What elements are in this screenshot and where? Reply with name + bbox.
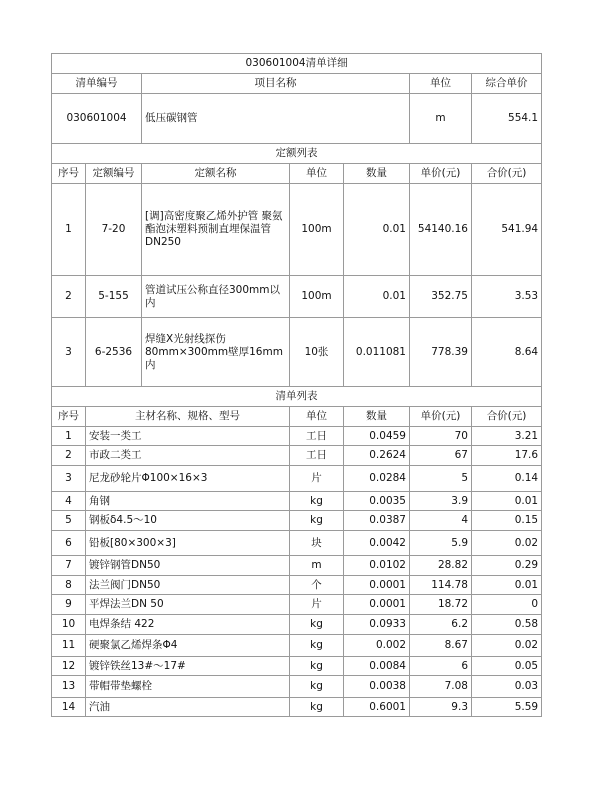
material-total: 0.02: [472, 531, 542, 556]
quota-seq-header: 序号: [52, 164, 86, 184]
material-qty: 0.0102: [344, 556, 410, 576]
material-seq: 4: [52, 492, 86, 511]
material-unit: kg: [290, 492, 344, 511]
quota-qty-header: 数量: [344, 164, 410, 184]
material-unit: 工日: [290, 427, 344, 446]
material-total: 0.01: [472, 492, 542, 511]
material-name: 镀锌铁丝13#～17#: [86, 657, 290, 676]
material-qty: 0.0035: [344, 492, 410, 511]
material-row: [52, 556, 542, 576]
material-qty: 0.2624: [344, 446, 410, 466]
material-name: 钢板δ4.5～10: [86, 511, 290, 531]
material-price: 6: [410, 657, 472, 676]
item-code: 030601004: [52, 94, 142, 144]
quota-qty: 0.01: [344, 276, 410, 318]
material-price: 4: [410, 511, 472, 531]
material-qty: 0.0042: [344, 531, 410, 556]
material-row: [52, 595, 542, 615]
material-seq: 11: [52, 635, 86, 657]
material-price: 3.9: [410, 492, 472, 511]
material-price: 114.78: [410, 576, 472, 595]
quota-seq: 2: [52, 276, 86, 318]
material-header-row: [52, 407, 542, 427]
material-name-header: 主材名称、规格、型号: [86, 407, 290, 427]
quota-total-header: 合价(元): [472, 164, 542, 184]
material-row: [52, 492, 542, 511]
quota-total: 3.53: [472, 276, 542, 318]
item-price: 554.1: [472, 94, 542, 144]
quota-section-row: [52, 144, 542, 164]
quota-seq: 1: [52, 184, 86, 276]
material-price: 70: [410, 427, 472, 446]
quota-code: 7-20: [86, 184, 142, 276]
material-unit: 块: [290, 531, 344, 556]
material-total: 0.02: [472, 635, 542, 657]
material-unit: 片: [290, 595, 344, 615]
material-qty: 0.0459: [344, 427, 410, 446]
material-seq: 10: [52, 615, 86, 635]
material-qty-header: 数量: [344, 407, 410, 427]
item-unit-header: 单位: [410, 74, 472, 94]
material-qty: 0.0084: [344, 657, 410, 676]
quota-name: [调]高密度聚乙烯外护管 聚氨酯泡沫塑料预制直埋保温管 DN250: [142, 184, 290, 276]
quota-price: 352.75: [410, 276, 472, 318]
material-unit: kg: [290, 676, 344, 698]
material-qty: 0.0001: [344, 595, 410, 615]
material-name: 市政二类工: [86, 446, 290, 466]
sheet-title: 030601004清单详细: [52, 54, 542, 74]
material-name: 硬聚氯乙烯焊条Φ4: [86, 635, 290, 657]
material-total: 0.15: [472, 511, 542, 531]
material-name: 平焊法兰DN 50: [86, 595, 290, 615]
material-qty: 0.0001: [344, 576, 410, 595]
quota-qty: 0.011081: [344, 318, 410, 387]
material-price: 28.82: [410, 556, 472, 576]
material-total: 0.14: [472, 466, 542, 492]
quota-code: 6-2536: [86, 318, 142, 387]
quota-total: 541.94: [472, 184, 542, 276]
material-unit: kg: [290, 635, 344, 657]
material-seq: 9: [52, 595, 86, 615]
material-seq-header: 序号: [52, 407, 86, 427]
quota-price: 54140.16: [410, 184, 472, 276]
material-qty: 0.002: [344, 635, 410, 657]
material-row: [52, 657, 542, 676]
material-total: 0.05: [472, 657, 542, 676]
material-name: 带帽带垫螺栓: [86, 676, 290, 698]
material-section-row: [52, 387, 542, 407]
material-name: 铅板[80×300×3]: [86, 531, 290, 556]
quota-header-row: [52, 164, 542, 184]
material-row: [52, 446, 542, 466]
material-row: [52, 635, 542, 657]
material-seq: 2: [52, 446, 86, 466]
material-total: 5.59: [472, 698, 542, 717]
material-total: 0.29: [472, 556, 542, 576]
quota-code: 5-155: [86, 276, 142, 318]
material-unit-header: 单位: [290, 407, 344, 427]
material-seq: 13: [52, 676, 86, 698]
item-unit: m: [410, 94, 472, 144]
material-row: [52, 511, 542, 531]
quota-total: 8.64: [472, 318, 542, 387]
quota-name: 管道试压公称直径300mm以内: [142, 276, 290, 318]
material-total: 0.01: [472, 576, 542, 595]
material-total: 3.21: [472, 427, 542, 446]
material-row: [52, 615, 542, 635]
quota-unit-header: 单位: [290, 164, 344, 184]
material-seq: 14: [52, 698, 86, 717]
material-row: [52, 676, 542, 698]
material-unit: 工日: [290, 446, 344, 466]
material-price: 9.3: [410, 698, 472, 717]
material-seq: 3: [52, 466, 86, 492]
material-price-header: 单价(元): [410, 407, 472, 427]
material-seq: 5: [52, 511, 86, 531]
material-total-header: 合价(元): [472, 407, 542, 427]
quota-price-header: 单价(元): [410, 164, 472, 184]
material-name: 电焊条结 422: [86, 615, 290, 635]
quota-qty: 0.01: [344, 184, 410, 276]
material-row: [52, 466, 542, 492]
material-qty: 0.0038: [344, 676, 410, 698]
material-name: 汽油: [86, 698, 290, 717]
item-price-header: 综合单价: [472, 74, 542, 94]
title-row: [52, 54, 542, 74]
material-total: 0.03: [472, 676, 542, 698]
material-name: 镀锌钢管DN50: [86, 556, 290, 576]
quota-price: 778.39: [410, 318, 472, 387]
material-total: 17.6: [472, 446, 542, 466]
material-qty: 0.0933: [344, 615, 410, 635]
material-price: 18.72: [410, 595, 472, 615]
material-seq: 1: [52, 427, 86, 446]
quota-seq: 3: [52, 318, 86, 387]
quota-unit: 10张: [290, 318, 344, 387]
material-price: 8.67: [410, 635, 472, 657]
quota-name: 焊缝X光射线探伤80mm×300mm壁厚16mm内: [142, 318, 290, 387]
material-row: [52, 576, 542, 595]
quota-row: [52, 318, 542, 387]
material-unit: kg: [290, 615, 344, 635]
quota-code-header: 定额编号: [86, 164, 142, 184]
quota-section-title: 定额列表: [52, 144, 542, 164]
material-seq: 8: [52, 576, 86, 595]
material-unit: m: [290, 556, 344, 576]
material-price: 6.2: [410, 615, 472, 635]
quota-row: [52, 276, 542, 318]
quota-unit: 100m: [290, 276, 344, 318]
detail-sheet: [51, 53, 541, 717]
material-seq: 12: [52, 657, 86, 676]
material-unit: 个: [290, 576, 344, 595]
material-name: 法兰阀门DN50: [86, 576, 290, 595]
detail-table: [51, 53, 542, 717]
material-name: 尼龙砂轮片Φ100×16×3: [86, 466, 290, 492]
material-unit: kg: [290, 698, 344, 717]
material-section-title: 清单列表: [52, 387, 542, 407]
material-price: 67: [410, 446, 472, 466]
material-qty: 0.0284: [344, 466, 410, 492]
item-name-header: 项目名称: [142, 74, 410, 94]
material-seq: 7: [52, 556, 86, 576]
item-row: [52, 94, 542, 144]
material-total: 0: [472, 595, 542, 615]
material-price: 5: [410, 466, 472, 492]
material-row: [52, 531, 542, 556]
material-row: [52, 698, 542, 717]
material-seq: 6: [52, 531, 86, 556]
item-header-row: [52, 74, 542, 94]
material-total: 0.58: [472, 615, 542, 635]
item-code-header: 清单编号: [52, 74, 142, 94]
quota-unit: 100m: [290, 184, 344, 276]
material-row: [52, 427, 542, 446]
material-list: [52, 427, 542, 717]
material-unit: 片: [290, 466, 344, 492]
material-qty: 0.6001: [344, 698, 410, 717]
material-name: 角钢: [86, 492, 290, 511]
material-name: 安装一类工: [86, 427, 290, 446]
quota-row: [52, 184, 542, 276]
material-qty: 0.0387: [344, 511, 410, 531]
material-unit: kg: [290, 657, 344, 676]
material-price: 5.9: [410, 531, 472, 556]
material-unit: kg: [290, 511, 344, 531]
quota-name-header: 定额名称: [142, 164, 290, 184]
item-name: 低压碳钢管: [142, 94, 410, 144]
material-price: 7.08: [410, 676, 472, 698]
